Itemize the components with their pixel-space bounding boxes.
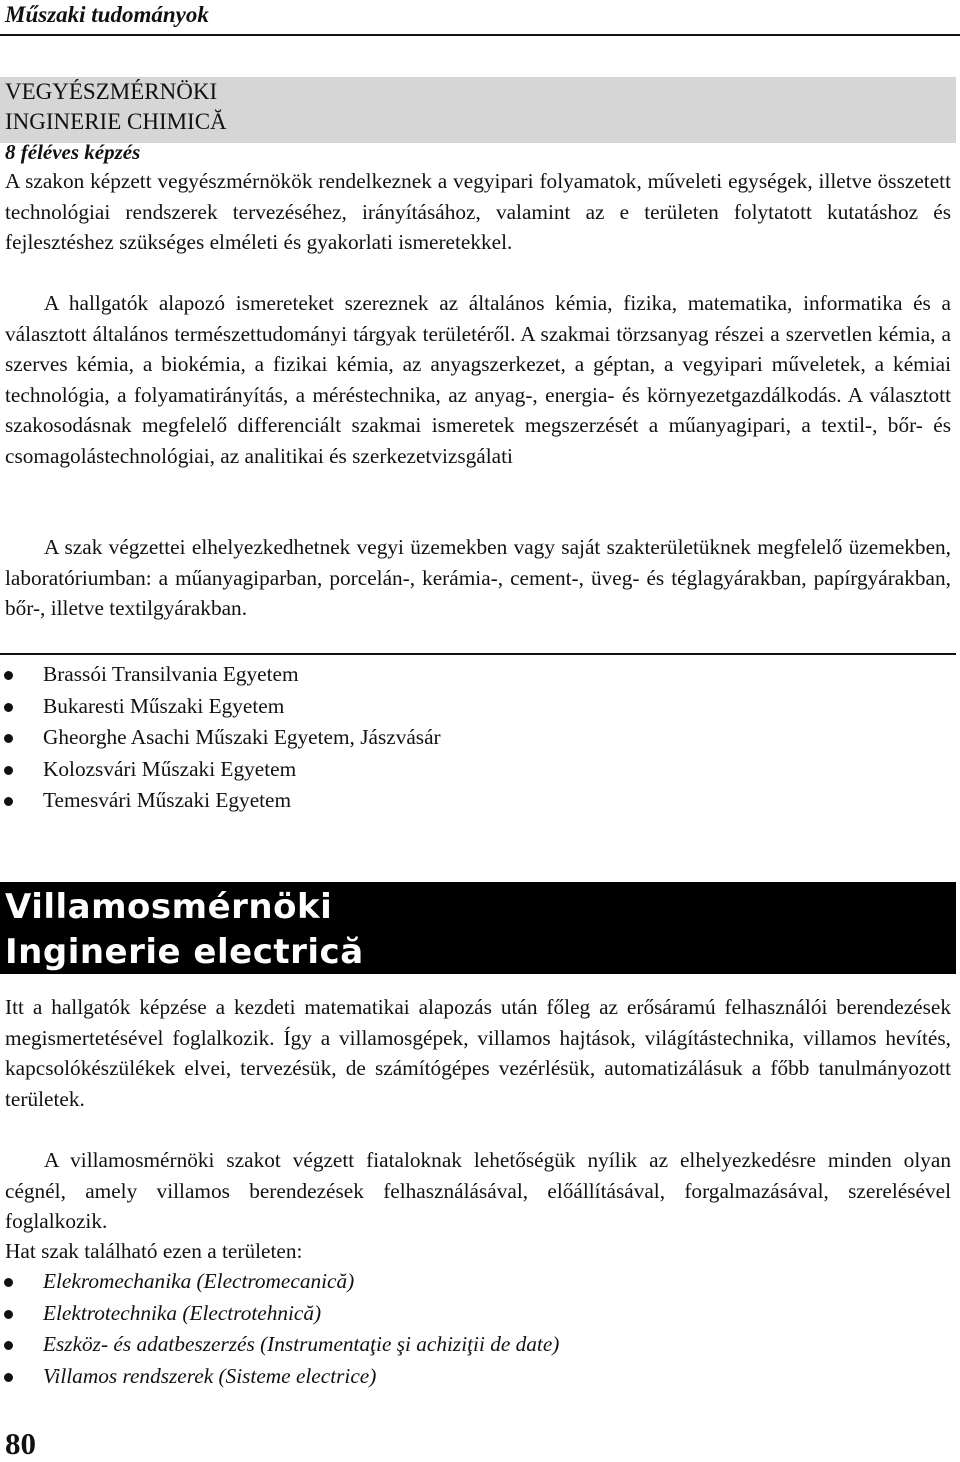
major-name: Eszköz- és adatbeszerzés (Instrumentaţie şi achiziţii de date): [43, 1332, 560, 1356]
chemical-title-ro: INGINERIE CHIMICĂ: [5, 109, 227, 134]
bullet-icon: [4, 671, 13, 680]
chemical-paragraph-3: A szak végzettei elhelyezkedhetnek vegyi üzemekben vagy saját szakterületüknek megfelelő üzemekben, laboratóriumban: a műanyagiparban, porcelán-, kerámia-, cement-, üveg- és téglagyárakban, papírgyárakban, bőr-, illetve textilgyárakban.: [5, 535, 951, 620]
university-name: Brassói Transilvania Egyetem: [43, 662, 299, 686]
electrical-title-ro: Inginerie electrică: [5, 932, 364, 972]
chemical-title-hu: VEGYÉSZMÉRNÖKI: [5, 79, 218, 104]
chemical-paragraph-1: A szakon képzett vegyészmérnökök rendelkeznek a vegyipari folyamatok, műveleti egységek, illetve összetett technológiai rendszerek tervezéséhez, irányításához, valamint az e területen folytatott kutatáshoz és fejlesztéshez szükséges elméleti és gyakorlati ismeretekkel.: [5, 169, 951, 254]
major-name: Elektrotechnika (Electrotehnică): [43, 1300, 322, 1325]
list-item: [0, 1298, 559, 1330]
university-name: Gheorghe Asachi Műszaki Egyetem, Jászvásár: [43, 725, 441, 749]
list-item: [0, 1361, 559, 1393]
list-item: [0, 785, 441, 817]
electrical-paragraph-2: A villamosmérnöki szakot végzett fiataloknak lehetőségük nyílik az elhelyezkedésre minden olyan cégnél, amely villamos berendezések felhasználásával, előállításával, forgalmazásával, szerelésével foglalkozik.: [5, 1148, 951, 1233]
list-item: [0, 659, 441, 691]
electrical-paragraph-3: Hat szak található ezen a területen:: [5, 1239, 303, 1263]
university-name: Temesvári Műszaki Egyetem: [43, 788, 292, 812]
semesters-label: 8 féléves képzés: [5, 140, 141, 164]
electrical-title-hu: Villamosmérnöki: [5, 887, 333, 927]
bullet-icon: [4, 766, 13, 775]
list-item: [0, 1266, 559, 1298]
bullet-icon: [4, 734, 13, 743]
university-name: Kolozsvári Műszaki Egyetem: [43, 756, 297, 781]
bullet-icon: [4, 1310, 13, 1319]
university-name: Bukaresti Műszaki Egyetem: [43, 693, 285, 718]
majors-list: [0, 1266, 559, 1392]
university-list: [0, 659, 441, 817]
list-item: [0, 691, 441, 723]
list-item: [0, 722, 441, 754]
page-number: 80: [5, 1426, 36, 1461]
list-item: [0, 1329, 559, 1361]
header-rule: [0, 34, 960, 36]
list-item: [0, 754, 441, 786]
bullet-icon: [4, 797, 13, 806]
bullet-icon: [4, 1341, 13, 1350]
chemical-paragraph-2: A hallgatók alapozó ismereteket szereznek az általános kémia, fizika, matematika, informatika és a választott általános természettudományi tárgyak területéről. A szakmai törzsanyag részei a szervetlen kémia, a szerves kémia, a biokémia, a fizikai kémia, az anyagszerkezet, a géptan, a vegyipari műveletek, a kémiai technológia, a folyamatirányítás, a méréstechnika, az anyag-, energia- és környezetgazdálkodás. A választott szakosodásnak megfelelő differenciált szakmai ismeretek megszerzését a műanyagipari, a textil-, bőr- és csomagolástechnológiai, az analitikai és szerkezetvizsgálati: [5, 291, 951, 468]
electrical-paragraph-1: Itt a hallgatók képzése a kezdeti matematikai alapozás után főleg az erősáramú felhasználói berendezések megismertetésével foglalkozik. Így a villamosgépek, villamos hajtások, világítástechnika, villamos hevítés, kapcsolókészülékek elvei, tervezésük, de számítógépes vezérlésük, automatizálásuk a főbb tanulmányozott területek.: [5, 995, 951, 1111]
major-name: Elekromechanika (Electromecanică): [43, 1269, 355, 1293]
bullet-icon: [4, 1278, 13, 1287]
page-header-title: Műszaki tudományok: [5, 2, 209, 27]
section-rule: [0, 653, 956, 655]
bullet-icon: [4, 1373, 13, 1382]
bullet-icon: [4, 703, 13, 712]
major-name: Villamos rendszerek (Sisteme electrice): [43, 1363, 377, 1388]
